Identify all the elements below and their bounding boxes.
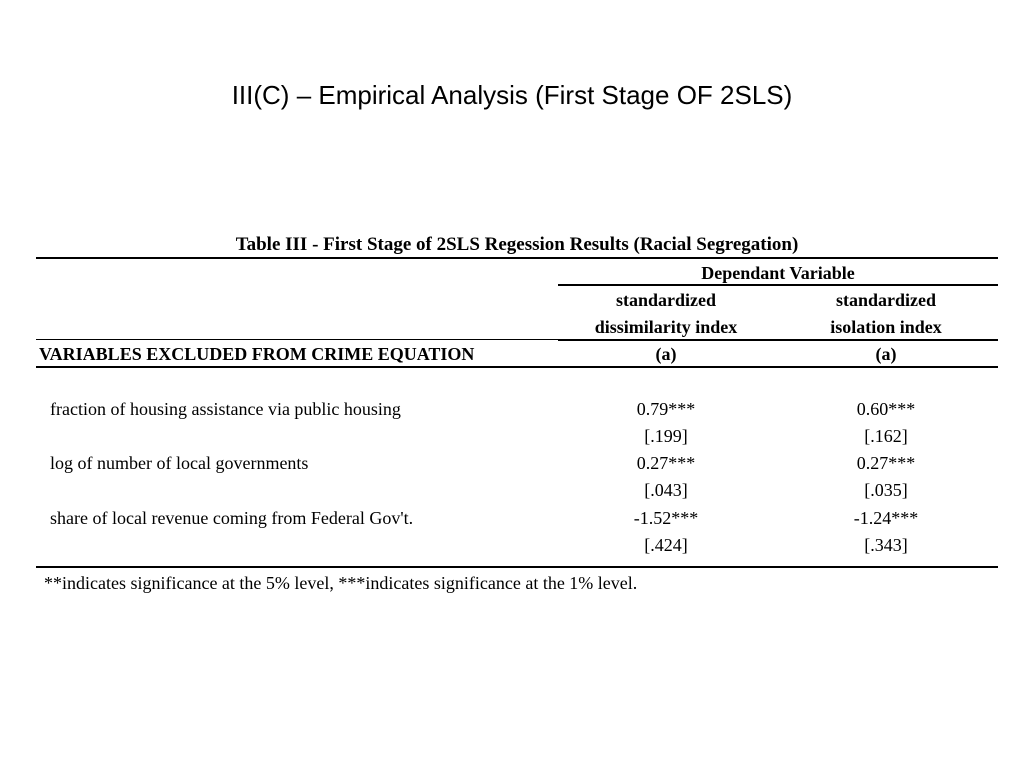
- codes-bottom-rule: [36, 366, 998, 368]
- row-label-federal-revenue: share of local revenue coming from Federal Gov't.: [50, 508, 414, 528]
- coef-federal-revenue-dissimilarity: -1.52***: [633, 508, 699, 528]
- coef-local-governments-dissimilarity: 0.27***: [636, 453, 696, 473]
- row-label-public-housing: fraction of housing assistance via public housing: [50, 399, 401, 419]
- se-local-governments-dissimilarity: [.043]: [644, 480, 688, 500]
- se-local-governments-isolation: [.035]: [864, 480, 908, 500]
- column-code-dissimilarity: (a): [655, 344, 677, 364]
- dependent-variable-rule: [558, 284, 998, 286]
- row-header: VARIABLES EXCLUDED FROM CRIME EQUATION: [39, 344, 475, 364]
- column-header-dissimilarity-line2: dissimilarity index: [594, 317, 738, 337]
- table-bottom-rule: [36, 566, 998, 568]
- se-federal-revenue-isolation: [.343]: [864, 535, 908, 555]
- column-header-isolation-line1: standardized: [835, 290, 936, 310]
- coef-public-housing-isolation: 0.60***: [856, 399, 916, 419]
- table-title: Table III - First Stage of 2SLS Regession Results (Racial Segregation): [235, 234, 799, 255]
- header-bottom-rule-right: [558, 339, 998, 341]
- coef-public-housing-dissimilarity: 0.79***: [636, 399, 696, 419]
- slide-title: III(C) – Empirical Analysis (First Stage OF 2SLS): [231, 80, 793, 110]
- row-label-local-governments: log of number of local governments: [50, 453, 309, 473]
- dependent-variable-header: Dependant Variable: [701, 263, 855, 283]
- column-header-dissimilarity-line1: standardized: [615, 290, 716, 310]
- se-public-housing-isolation: [.162]: [864, 426, 908, 446]
- table-top-rule: [36, 257, 998, 259]
- se-public-housing-dissimilarity: [.199]: [644, 426, 688, 446]
- se-federal-revenue-dissimilarity: [.424]: [644, 535, 688, 555]
- coef-local-governments-isolation: 0.27***: [856, 453, 916, 473]
- column-code-isolation: (a): [875, 344, 897, 364]
- column-header-isolation-line2: isolation index: [830, 317, 942, 337]
- coef-federal-revenue-isolation: -1.24***: [853, 508, 919, 528]
- table-footnote: **indicates significance at the 5% level, ***indicates significance at the 1% level.: [44, 573, 638, 593]
